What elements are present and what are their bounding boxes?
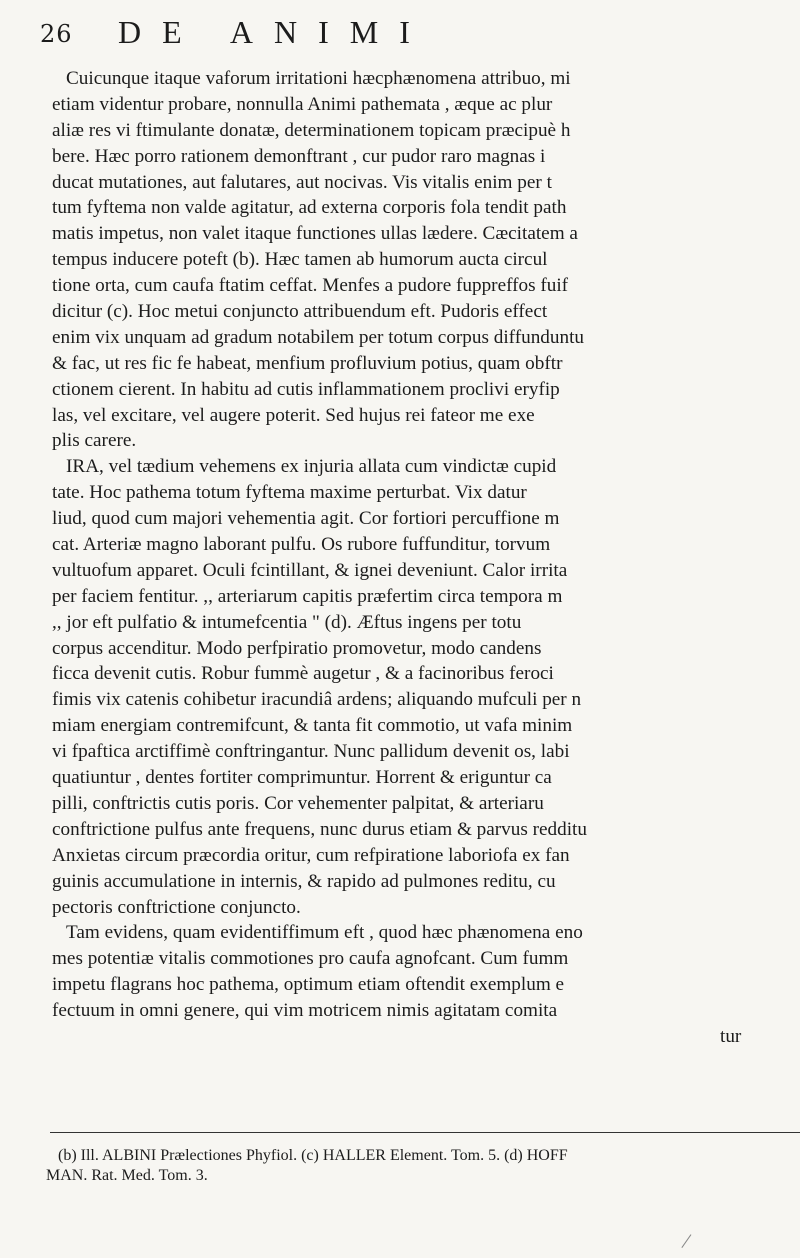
text-line: miam energiam contremifcunt, & tanta fit commotio, ut vafa minim (52, 715, 573, 737)
footnote-line: (b) Ill. ALBINI Prælectiones Phyfiol. (c) HALLER Element. Tom. 5. (d) HOFF (58, 1147, 568, 1164)
text-line: bere. Hæc porro rationem demonftrant , cur pudor raro magnas i (52, 145, 546, 167)
text-line: fimis vix catenis cohibetur iracundiâ ardens; aliquando mufculi per n (52, 689, 582, 711)
text-line: tum fyftema non valde agitatur, ad externa corporis fola tendit path (52, 197, 567, 219)
text-line: etiam videntur probare, nonnulla Animi pathemata , æque ac plur (52, 93, 553, 115)
text-line: vi fpaftica arctiffimè conftringantur. Nunc pallidum devenit os, labi (52, 741, 570, 763)
text-line: pectoris conftrictione conjuncto. (52, 896, 301, 918)
footnotes (46, 1146, 800, 1186)
text-line: Cuicunque itaque vaforum irritationi hæcphænomena attribuo, mi (66, 68, 571, 89)
text-line: impetu flagrans hoc pathema, optimum etiam oftendit exemplum e (52, 974, 565, 996)
text-line: las, vel excitare, vel augere poterit. Sed hujus rei fateor me exe (52, 404, 535, 426)
text-line: tate. Hoc pathema totum fyftema maxime perturbat. Vix datur (52, 482, 527, 504)
body-text (52, 66, 800, 1050)
text-line: corpus accenditur. Modo perfpiratio promovetur, modo candens (52, 637, 542, 659)
text-line: mes potentiæ vitalis commotiones pro caufa agnofcant. Cum fumm (52, 948, 569, 970)
page-header (0, 8, 800, 52)
text-line: vultuofum apparet. Oculi fcintillant, & ignei deveniunt. Calor irrita (52, 559, 568, 581)
text-line: pilli, conftrictis cutis poris. Cor vehementer palpitat, & arteriaru (52, 792, 544, 814)
text-line: ficca devenit cutis. Robur fummè augetur , & a facinoribus feroci (52, 663, 554, 685)
text-line: IRA, vel tædium vehemens ex injuria allata cum vindictæ cupid (66, 456, 557, 478)
text-line: matis impetus, non valet itaque functiones ullas lædere. Cæcitatem a (52, 223, 578, 245)
text-line: liud, quod cum majori vehementia agit. Cor fortiori percuffione m (52, 508, 560, 530)
text-line: ,, jor eft pulfatio & intumefcentia " (d). Æftus ingens per totu (52, 611, 522, 633)
text-line: per faciem fentitur. ,, arteriarum capitis præfertim circa tempora m (52, 585, 563, 607)
text-line: fectuum in omni genere, qui vim motricem nimis agitatam comita (52, 1000, 558, 1022)
text-line: ducat mutationes, aut falutares, aut nocivas. Vis vitalis enim per t (52, 171, 552, 193)
text-line: enim vix unquam ad gradum notabilem per totum corpus diffunduntu (52, 326, 585, 348)
text-line: ctionem cierent. In habitu ad cutis inflammationem proclivi eryfip (52, 378, 560, 400)
text-line: aliæ res vi ftimulante donatæ, determinationem topicam præcipuè h (52, 119, 571, 141)
text-line: dicitur (c). Hoc metui conjuncto attribuendum eft. Pudoris effect (52, 301, 548, 323)
text-line: cat. Arteriæ magno laborant pulfu. Os rubore fuffunditur, torvum (52, 534, 551, 556)
paper-mark (681, 1234, 699, 1253)
catchword: tur (720, 1025, 742, 1047)
footnote-divider (50, 1132, 800, 1133)
text-line: guinis accumulatione in internis, & rapido ad pulmones reditu, cu (52, 870, 556, 892)
page-number: 26 (40, 20, 73, 48)
text-line: Tam evidens, quam evidentiffimum eft , quod hæc phænomena eno (66, 922, 583, 944)
text-line: quatiuntur , dentes fortiter comprimuntur. Horrent & eriguntur ca (52, 767, 552, 789)
running-head: DE ANIMI (118, 14, 431, 50)
text-line: & fac, ut res fic fe habeat, menfium profluvium potius, quam obftr (52, 352, 563, 374)
text-line: tempus inducere poteft (b). Hæc tamen ab humorum aucta circul (52, 249, 548, 271)
text-line: conftrictione pulfus ante frequens, nunc durus etiam & parvus redditu (52, 818, 587, 840)
text-line: plis carere. (52, 430, 137, 452)
footnote-line: MAN. Rat. Med. Tom. 3. (46, 1167, 208, 1184)
text-line: Anxietas circum præcordia oritur, cum refpiratione laboriofa ex fan (52, 844, 570, 866)
text-line: tione orta, cum caufa ftatim ceffat. Menfes a pudore fuppreffos fuif (52, 275, 569, 297)
